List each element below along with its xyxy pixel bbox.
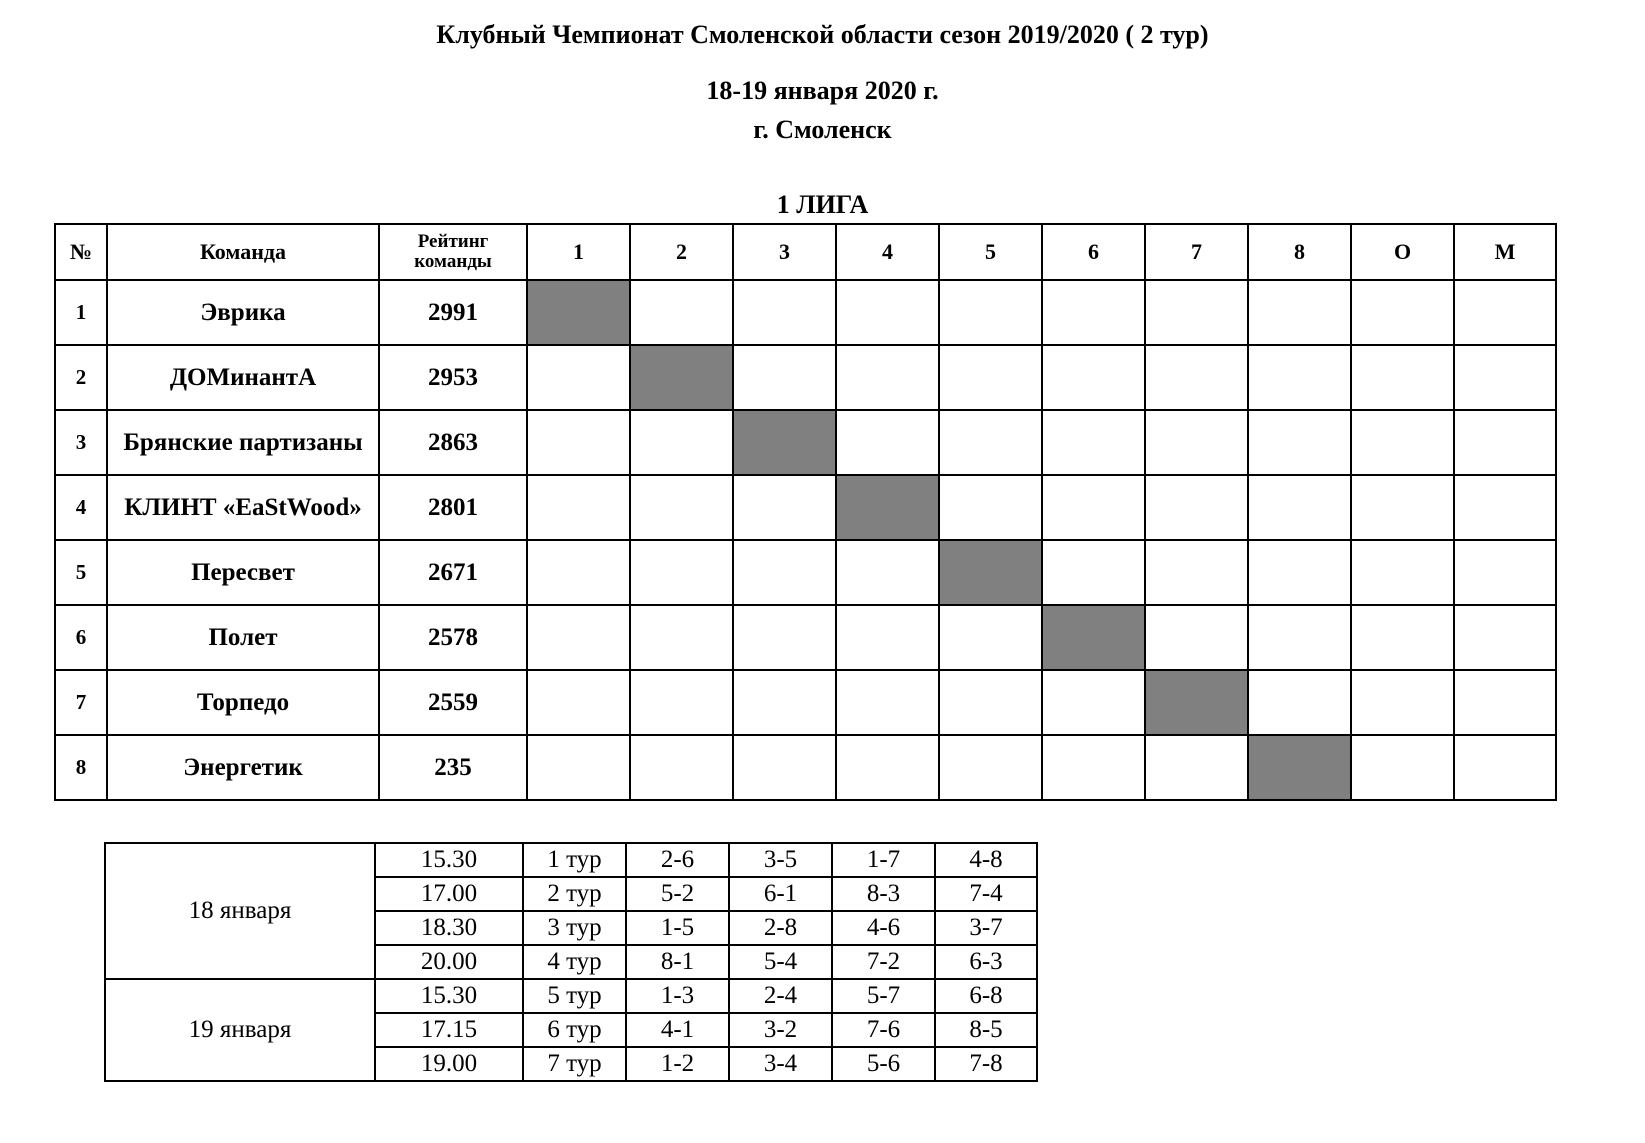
result-cell [939, 670, 1042, 735]
result-cell [527, 735, 630, 800]
result-cell [630, 410, 733, 475]
result-cell [1454, 605, 1556, 670]
result-cell [527, 670, 630, 735]
result-cell [630, 735, 733, 800]
team-name: КЛИНТ «EaStWood» [107, 475, 379, 540]
result-cell [939, 345, 1042, 410]
result-cell [1042, 345, 1145, 410]
result-cell [733, 670, 836, 735]
row-number: 5 [55, 540, 107, 605]
schedule-round: 2 тур [523, 877, 626, 911]
row-number: 6 [55, 605, 107, 670]
header-col-7: 7 [1145, 224, 1248, 280]
document-title: Клубный Чемпионат Смоленской области сезон 2019/2020 ( 2 тур) [436, 20, 1209, 49]
schedule-time: 18.30 [375, 911, 523, 945]
self-match-cell [527, 280, 630, 345]
team-name: Полет [107, 605, 379, 670]
result-cell [1351, 280, 1454, 345]
schedule-game: 1-2 [626, 1047, 729, 1081]
result-cell [939, 735, 1042, 800]
result-cell [1454, 670, 1556, 735]
result-cell [1145, 735, 1248, 800]
result-cell [733, 735, 836, 800]
schedule-row [105, 843, 1037, 877]
self-match-cell [1145, 670, 1248, 735]
self-match-cell [630, 345, 733, 410]
result-cell [527, 605, 630, 670]
table-row [55, 735, 1556, 800]
result-cell [1351, 475, 1454, 540]
schedule-day: 19 января [105, 979, 375, 1081]
table-row [55, 670, 1556, 735]
schedule-time: 19.00 [375, 1047, 523, 1081]
schedule-time: 17.15 [375, 1013, 523, 1047]
table-row [55, 540, 1556, 605]
result-cell [836, 280, 939, 345]
result-cell [1248, 410, 1351, 475]
event-city: г. Смоленск [753, 115, 892, 144]
header-rating-line2: команды [414, 251, 492, 272]
result-cell [836, 345, 939, 410]
schedule-game: 3-4 [729, 1047, 832, 1081]
result-cell [1042, 410, 1145, 475]
header-col-5: 5 [939, 224, 1042, 280]
standings-header-row [55, 224, 1556, 280]
result-cell [527, 410, 630, 475]
team-rating: 2671 [379, 540, 527, 605]
row-number: 8 [55, 735, 107, 800]
schedule-game: 8-5 [935, 1013, 1037, 1047]
result-cell [630, 605, 733, 670]
schedule-row [105, 979, 1037, 1013]
result-cell [1248, 475, 1351, 540]
schedule-game: 5-4 [729, 945, 832, 979]
schedule-round: 3 тур [523, 911, 626, 945]
result-cell [1145, 280, 1248, 345]
team-name: Брянские партизаны [107, 410, 379, 475]
row-number: 3 [55, 410, 107, 475]
table-row [55, 410, 1556, 475]
result-cell [630, 540, 733, 605]
result-cell [1145, 540, 1248, 605]
self-match-cell [1042, 605, 1145, 670]
team-rating: 2991 [379, 280, 527, 345]
result-cell [527, 540, 630, 605]
result-cell [1145, 410, 1248, 475]
result-cell [1351, 540, 1454, 605]
result-cell [1248, 670, 1351, 735]
result-cell [939, 475, 1042, 540]
result-cell [1248, 280, 1351, 345]
schedule-game: 5-7 [832, 979, 935, 1013]
schedule-game: 3-5 [729, 843, 832, 877]
team-rating: 2801 [379, 475, 527, 540]
result-cell [733, 280, 836, 345]
standings-table [54, 223, 1557, 801]
table-row [55, 345, 1556, 410]
schedule-game: 3-2 [729, 1013, 832, 1047]
result-cell [1042, 540, 1145, 605]
team-rating: 235 [379, 735, 527, 800]
result-cell [1248, 345, 1351, 410]
header-col-4: 4 [836, 224, 939, 280]
result-cell [836, 605, 939, 670]
result-cell [1454, 735, 1556, 800]
result-cell [630, 670, 733, 735]
team-name: Энергетик [107, 735, 379, 800]
schedule-game: 4-1 [626, 1013, 729, 1047]
schedule-time: 20.00 [375, 945, 523, 979]
result-cell [1145, 475, 1248, 540]
schedule-game: 6-1 [729, 877, 832, 911]
header-num: № [55, 224, 107, 280]
schedule-game: 1-3 [626, 979, 729, 1013]
schedule-game: 1-5 [626, 911, 729, 945]
result-cell [836, 410, 939, 475]
result-cell [1042, 670, 1145, 735]
self-match-cell [733, 410, 836, 475]
schedule-game: 3-7 [935, 911, 1037, 945]
schedule-round: 7 тур [523, 1047, 626, 1081]
schedule-game: 6-3 [935, 945, 1037, 979]
schedule-game: 7-4 [935, 877, 1037, 911]
league-title: 1 ЛИГА [776, 190, 869, 219]
result-cell [1454, 345, 1556, 410]
result-cell [1351, 410, 1454, 475]
team-rating: 2559 [379, 670, 527, 735]
header-col-8: 8 [1248, 224, 1351, 280]
row-number: 2 [55, 345, 107, 410]
result-cell [836, 670, 939, 735]
result-cell [1454, 280, 1556, 345]
header-col-2: 2 [630, 224, 733, 280]
result-cell [527, 345, 630, 410]
result-cell [1351, 670, 1454, 735]
schedule-game: 8-1 [626, 945, 729, 979]
result-cell [733, 345, 836, 410]
result-cell [836, 540, 939, 605]
header-col-points: О [1351, 224, 1454, 280]
result-cell [1042, 280, 1145, 345]
row-number: 4 [55, 475, 107, 540]
header-rating [379, 224, 527, 280]
header-rating-line1: Рейтинг [417, 231, 489, 252]
schedule-game: 5-2 [626, 877, 729, 911]
result-cell [939, 410, 1042, 475]
event-dates: 18-19 января 2020 г. [706, 76, 939, 105]
result-cell [1248, 540, 1351, 605]
result-cell [939, 605, 1042, 670]
schedule-time: 17.00 [375, 877, 523, 911]
schedule-game: 5-6 [832, 1047, 935, 1081]
schedule-time: 15.30 [375, 979, 523, 1013]
team-name: Пересвет [107, 540, 379, 605]
schedule-game: 4-6 [832, 911, 935, 945]
result-cell [630, 280, 733, 345]
schedule-game: 8-3 [832, 877, 935, 911]
result-cell [939, 280, 1042, 345]
schedule-game: 2-8 [729, 911, 832, 945]
schedule-game: 1-7 [832, 843, 935, 877]
result-cell [1145, 345, 1248, 410]
table-row [55, 605, 1556, 670]
schedule-round: 6 тур [523, 1013, 626, 1047]
result-cell [527, 475, 630, 540]
schedule-round: 5 тур [523, 979, 626, 1013]
header-col-1: 1 [527, 224, 630, 280]
result-cell [1042, 735, 1145, 800]
schedule-round: 4 тур [523, 945, 626, 979]
result-cell [1351, 605, 1454, 670]
schedule-game: 4-8 [935, 843, 1037, 877]
table-row [55, 475, 1556, 540]
self-match-cell [836, 475, 939, 540]
schedule-day: 18 января [105, 843, 375, 979]
team-name: Эврика [107, 280, 379, 345]
result-cell [1248, 605, 1351, 670]
schedule-game: 2-6 [626, 843, 729, 877]
self-match-cell [939, 540, 1042, 605]
header-col-3: 3 [733, 224, 836, 280]
schedule-game: 7-8 [935, 1047, 1037, 1081]
self-match-cell [1248, 735, 1351, 800]
result-cell [1351, 735, 1454, 800]
team-name: Торпедо [107, 670, 379, 735]
row-number: 1 [55, 280, 107, 345]
result-cell [733, 540, 836, 605]
schedule-table [104, 842, 1038, 1082]
schedule-round: 1 тур [523, 843, 626, 877]
schedule-game: 7-2 [832, 945, 935, 979]
result-cell [836, 735, 939, 800]
result-cell [733, 605, 836, 670]
result-cell [733, 475, 836, 540]
team-name: ДОМинантА [107, 345, 379, 410]
result-cell [1351, 345, 1454, 410]
schedule-game: 6-8 [935, 979, 1037, 1013]
schedule-game: 2-4 [729, 979, 832, 1013]
result-cell [1454, 540, 1556, 605]
schedule-game: 7-6 [832, 1013, 935, 1047]
result-cell [630, 475, 733, 540]
team-rating: 2578 [379, 605, 527, 670]
result-cell [1454, 410, 1556, 475]
team-rating: 2953 [379, 345, 527, 410]
team-rating: 2863 [379, 410, 527, 475]
row-number: 7 [55, 670, 107, 735]
result-cell [1454, 475, 1556, 540]
schedule-time: 15.30 [375, 843, 523, 877]
header-col-place: М [1454, 224, 1556, 280]
header-team: Команда [107, 224, 379, 280]
result-cell [1042, 475, 1145, 540]
header-col-6: 6 [1042, 224, 1145, 280]
table-row [55, 280, 1556, 345]
result-cell [1145, 605, 1248, 670]
